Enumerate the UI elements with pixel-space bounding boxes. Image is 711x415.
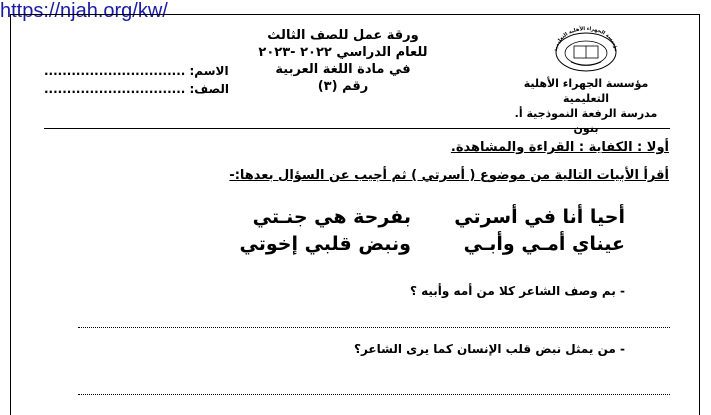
question-2: - من يمثل نبض قلب الإنسان كما يرى الشاعر؟ (354, 342, 625, 356)
source-url[interactable]: https://njah.org/kw/ (0, 0, 168, 22)
school-name: مدرسة الرفعة النموذجية أ. بنون (514, 107, 658, 135)
student-class-field[interactable]: الصف: ............................... (44, 82, 230, 96)
institution-block (501, 22, 671, 136)
answer-line-2[interactable] (78, 394, 670, 395)
subject: في مادة اللغة العربية (275, 62, 411, 77)
worksheet-number: رقم (٣) (317, 79, 369, 94)
school-logo-icon (549, 22, 623, 72)
header-divider (44, 128, 670, 129)
poem-left-column (221, 204, 411, 258)
poem-verse-1-right: أحيا أنا في أسرتي (454, 206, 625, 228)
academic-year: للعام الدراسي ٢٠٢٢ -٢٠٢٣ (258, 45, 428, 60)
poem-verse-2-right: عيناي أمـي وأبـي (463, 233, 625, 255)
worksheet-title: ورقة عمل للصف الثالث (267, 28, 419, 43)
student-info-block (44, 62, 244, 98)
poem-right-column (435, 204, 625, 258)
reading-instruction: أقرأ الأبيات التالية من موضوع ( أسرتي ) ثم أجيب عن السؤال بعدها:- (229, 168, 669, 183)
poem-verse-1-left: بفرحة هي جنـتي (252, 206, 411, 228)
question-1: - بم وصف الشاعر كلا من أمه وأبيه ؟ (409, 284, 625, 298)
worksheet-title-block (248, 27, 438, 95)
answer-line-1[interactable] (78, 327, 670, 328)
student-name-field[interactable]: الاسم: ............................... (44, 64, 229, 78)
svg-text:مؤسسة الجهراء الأهلية التعليمي: مؤسسة الجهراء الأهلية التعليمية (552, 25, 620, 52)
poem-verse-2-left: ونبض قلبي إخوتي (239, 233, 411, 255)
section-title: أولا : الكفاية : القراءة والمشاهدة. (450, 140, 669, 155)
institution-name: مؤسسة الجهراء الأهلية التعليمية (523, 77, 649, 105)
